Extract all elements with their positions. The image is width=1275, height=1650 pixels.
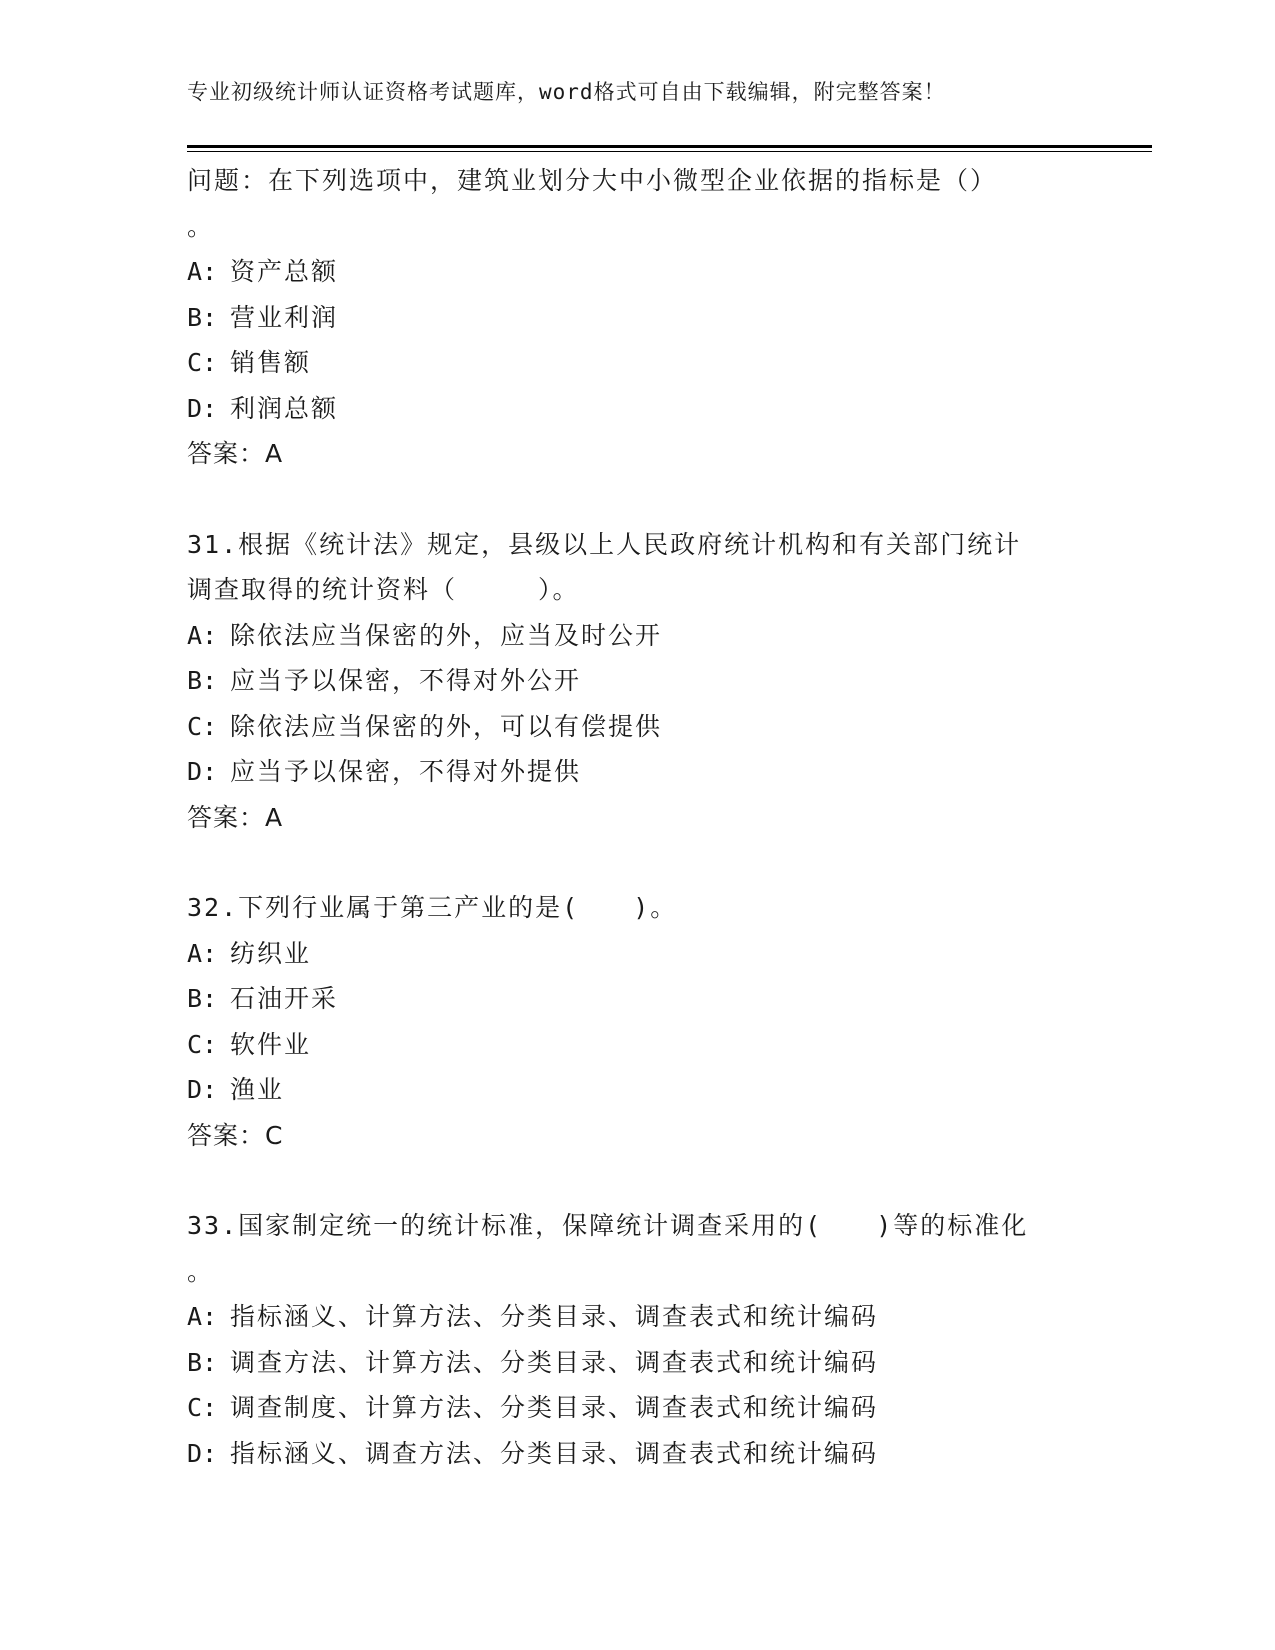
question-list bbox=[187, 158, 1087, 1476]
question-spacer bbox=[187, 1158, 1087, 1203]
answer-option bbox=[187, 295, 1087, 341]
question-stem-line: 31.根据《统计法》规定，县级以上人民政府统计机构和有关部门统计 bbox=[187, 529, 1022, 559]
option-text: 石油开采 bbox=[230, 984, 339, 1013]
answer-option bbox=[187, 1385, 1087, 1431]
option-letter: C: bbox=[187, 1029, 218, 1059]
option-letter: B: bbox=[187, 1347, 218, 1377]
option-text: 营业利润 bbox=[230, 302, 339, 332]
option-text: 渔业 bbox=[230, 1075, 285, 1104]
answer-option bbox=[187, 1067, 1087, 1113]
question-block bbox=[187, 158, 1087, 477]
answer-option bbox=[187, 749, 1087, 795]
header-rule-thick bbox=[187, 145, 1152, 148]
question-stem-line: 调查取得的统计资料（ ）。 bbox=[187, 575, 580, 604]
option-text: 除依法应当保密的外，可以有偿提供 bbox=[230, 711, 663, 741]
option-text: 利润总额 bbox=[230, 393, 339, 423]
option-text: 指标涵义、计算方法、分类目录、调查表式和统计编码 bbox=[230, 1302, 879, 1331]
question-spacer bbox=[187, 477, 1087, 522]
answer-option bbox=[187, 1431, 1087, 1477]
option-letter: C: bbox=[187, 1393, 218, 1422]
option-text: 指标涵义、调查方法、分类目录、调查表式和统计编码 bbox=[230, 1438, 879, 1468]
option-letter: C: bbox=[187, 711, 218, 741]
option-letter: D: bbox=[187, 1075, 218, 1104]
answer-option bbox=[187, 1340, 1087, 1386]
answer-option bbox=[187, 249, 1087, 295]
answer-option bbox=[187, 613, 1087, 659]
option-text: 纺织业 bbox=[230, 938, 312, 968]
option-letter: A: bbox=[187, 620, 218, 650]
option-text: 调查方法、计算方法、分类目录、调查表式和统计编码 bbox=[230, 1347, 879, 1377]
option-letter: A: bbox=[187, 1302, 218, 1331]
option-letter: D: bbox=[187, 1438, 218, 1468]
question-stem-line: 问题：在下列选项中，建筑业划分大中小微型企业依据的指标是（） bbox=[187, 166, 998, 195]
option-letter: D: bbox=[187, 757, 218, 786]
option-text: 除依法应当保密的外，应当及时公开 bbox=[230, 620, 663, 650]
answer-option bbox=[187, 1022, 1087, 1068]
option-letter: B: bbox=[187, 302, 218, 332]
option-text: 销售额 bbox=[230, 348, 312, 377]
option-letter: C: bbox=[187, 348, 218, 377]
answer-option bbox=[187, 1294, 1087, 1340]
answer-line: 答案：C bbox=[187, 1120, 284, 1150]
answer-option bbox=[187, 340, 1087, 386]
option-letter: B: bbox=[187, 984, 218, 1013]
question-block bbox=[187, 522, 1087, 841]
option-text: 应当予以保密，不得对外公开 bbox=[230, 666, 582, 695]
option-text: 资产总额 bbox=[230, 257, 339, 286]
option-letter: D: bbox=[187, 393, 218, 423]
answer-line: 答案：A bbox=[187, 802, 284, 832]
question-stem-line: 33.国家制定统一的统计标准，保障统计调查采用的( )等的标准化 bbox=[187, 1211, 1029, 1240]
option-letter: B: bbox=[187, 666, 218, 695]
answer-line: 答案：A bbox=[187, 439, 284, 468]
option-text: 软件业 bbox=[230, 1029, 312, 1059]
page-header: 专业初级统计师认证资格考试题库，word格式可自由下载编辑，附完整答案！ bbox=[187, 80, 946, 104]
answer-option bbox=[187, 658, 1087, 704]
answer-option bbox=[187, 386, 1087, 432]
question-stem-line: 。 bbox=[187, 211, 215, 241]
question-block bbox=[187, 1203, 1087, 1476]
question-spacer bbox=[187, 840, 1087, 885]
answer-option bbox=[187, 704, 1087, 750]
option-text: 调查制度、计算方法、分类目录、调查表式和统计编码 bbox=[230, 1393, 879, 1422]
header-rule-thin bbox=[187, 151, 1152, 152]
answer-option bbox=[187, 931, 1087, 977]
option-letter: A: bbox=[187, 938, 218, 968]
option-letter: A: bbox=[187, 257, 218, 286]
question-stem-line: 32.下列行业属于第三产业的是( )。 bbox=[187, 893, 678, 922]
question-block bbox=[187, 885, 1087, 1158]
answer-option bbox=[187, 976, 1087, 1022]
option-text: 应当予以保密，不得对外提供 bbox=[230, 757, 582, 786]
question-stem-line: 。 bbox=[187, 1256, 215, 1286]
